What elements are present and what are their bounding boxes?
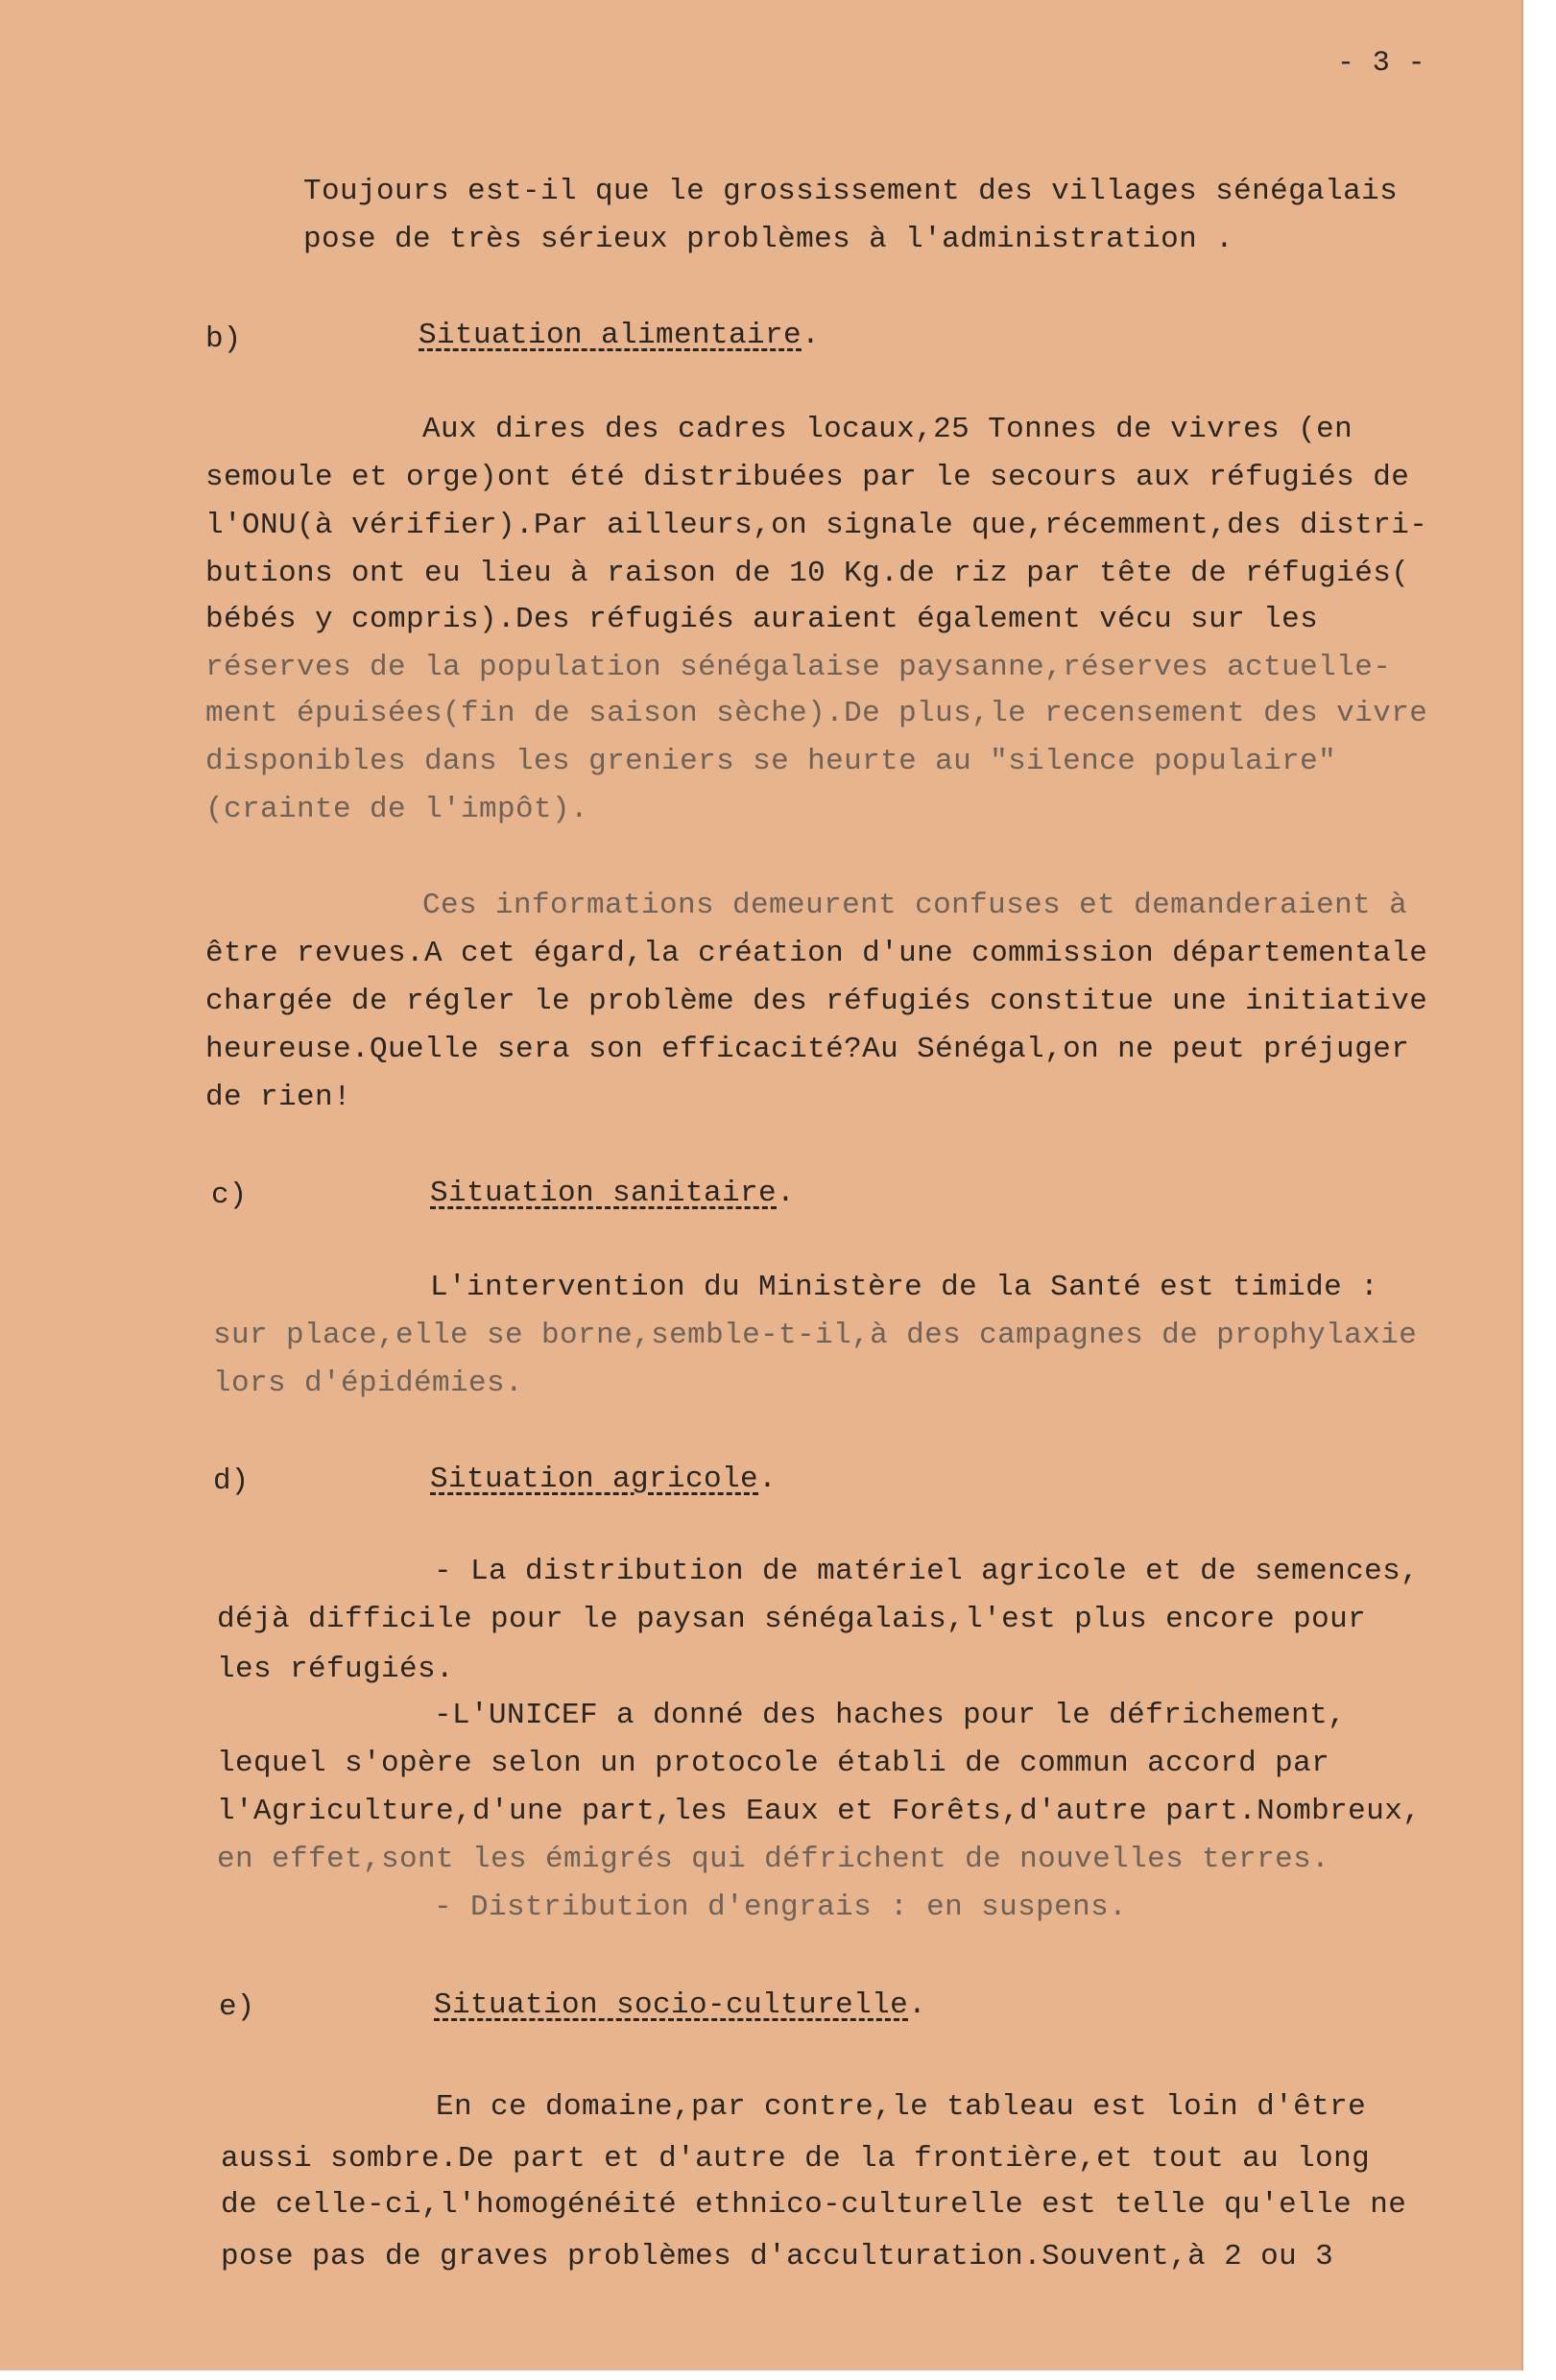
paragraph-line: être revues.A cet égard,la création d'une commission départementale	[205, 937, 1428, 970]
paragraph-line: -L'UNICEF a donné des haches pour le défrichement,	[434, 1699, 1347, 1732]
paragraph-line: les réfugiés.	[217, 1653, 455, 1686]
section-label-d: d)	[213, 1464, 250, 1498]
paragraph-line: réserves de la population sénégalaise paysanne,réserves actuelle-	[205, 651, 1392, 684]
heading-dot: .	[758, 1463, 778, 1496]
paragraph-line: déjà difficile pour le paysan sénégalais,l'est plus encore pour	[217, 1603, 1367, 1636]
section-heading-c	[430, 1177, 795, 1211]
paragraph-line: aussi sombre.De part et d'autre de la frontière,et tout au long	[221, 2142, 1371, 2176]
heading-text: Situation socio-culturelle	[434, 1988, 909, 2022]
page-number: - 3 -	[1337, 47, 1426, 80]
paragraph-line: ment épuisées(fin de saison sèche).De plus,le recensement des vivre	[205, 697, 1428, 730]
paragraph-line: L'intervention du Ministère de la Santé est timide :	[430, 1271, 1379, 1304]
paragraph-line: chargée de régler le problème des réfugiés constitue une initiative	[205, 985, 1428, 1018]
paragraph-line: de rien!	[205, 1081, 352, 1114]
intro-line: Toujours est-il que le grossissement des villages sénégalais	[303, 175, 1399, 208]
paragraph-line: (crainte de l'impôt).	[205, 793, 589, 826]
paragraph-line: heureuse.Quelle sera son efficacité?Au Sénégal,on ne peut préjuger	[205, 1033, 1410, 1066]
section-label-e: e)	[219, 1990, 255, 2024]
paragraph-line: lequel s'opère selon un protocole établi de commun accord par	[217, 1747, 1330, 1780]
heading-dot: .	[777, 1177, 796, 1210]
paragraph-line: - Distribution d'engrais : en suspens.	[434, 1891, 1128, 1924]
section-heading-d	[430, 1463, 777, 1497]
paragraph-line: En ce domaine,par contre,le tableau est loin d'être	[436, 2090, 1367, 2124]
section-label-c: c)	[211, 1178, 248, 1212]
heading-text: Situation alimentaire	[419, 319, 802, 352]
section-heading-e	[434, 1988, 926, 2023]
section-heading-b	[419, 319, 820, 353]
paragraph-line: Ces informations demeurent confuses et demanderaient à	[422, 889, 1408, 922]
paragraph-line: sur place,elle se borne,semble-t-il,à des campagnes de prophylaxie	[213, 1319, 1418, 1352]
paragraph-line: lors d'épidémies.	[213, 1367, 524, 1400]
paragraph-line: de celle-ci,l'homogénéité ethnico-culturelle est telle qu'elle ne	[221, 2188, 1407, 2222]
paragraph-line: pose pas de graves problèmes d'acculturation.Souvent,à 2 ou 3	[221, 2240, 1334, 2273]
paragraph-line: butions ont eu lieu à raison de 10 Kg.de riz par tête de réfugiés(	[205, 557, 1410, 590]
paragraph-line: l'Agriculture,d'une part,les Eaux et Forêts,d'autre part.Nombreux,	[217, 1795, 1422, 1828]
heading-text: Situation agricole	[430, 1463, 759, 1496]
paragraph-line: disponibles dans les greniers se heurte au "silence populaire"	[205, 745, 1337, 778]
section-label-b: b)	[205, 322, 242, 356]
paragraph-line: l'ONU(à vérifier).Par ailleurs,on signale que,récemment,des distri-	[205, 509, 1428, 542]
intro-line: pose de très sérieux problèmes à l'administration .	[303, 223, 1234, 256]
heading-dot: .	[802, 319, 821, 352]
paragraph-line: bébés y compris).Des réfugiés auraient également vécu sur les	[205, 603, 1319, 636]
heading-text: Situation sanitaire	[430, 1177, 778, 1210]
paragraph-line: semoule et orge)ont été distribuées par le secours aux réfugiés de	[205, 461, 1410, 494]
paragraph-line: Aux dires des cadres locaux,25 Tonnes de vivres (en	[422, 413, 1353, 446]
paragraph-line: en effet,sont les émigrés qui défrichent de nouvelles terres.	[217, 1843, 1330, 1876]
paragraph-line: - La distribution de matériel agricole et de semences,	[434, 1555, 1420, 1588]
heading-dot: .	[908, 1988, 927, 2022]
